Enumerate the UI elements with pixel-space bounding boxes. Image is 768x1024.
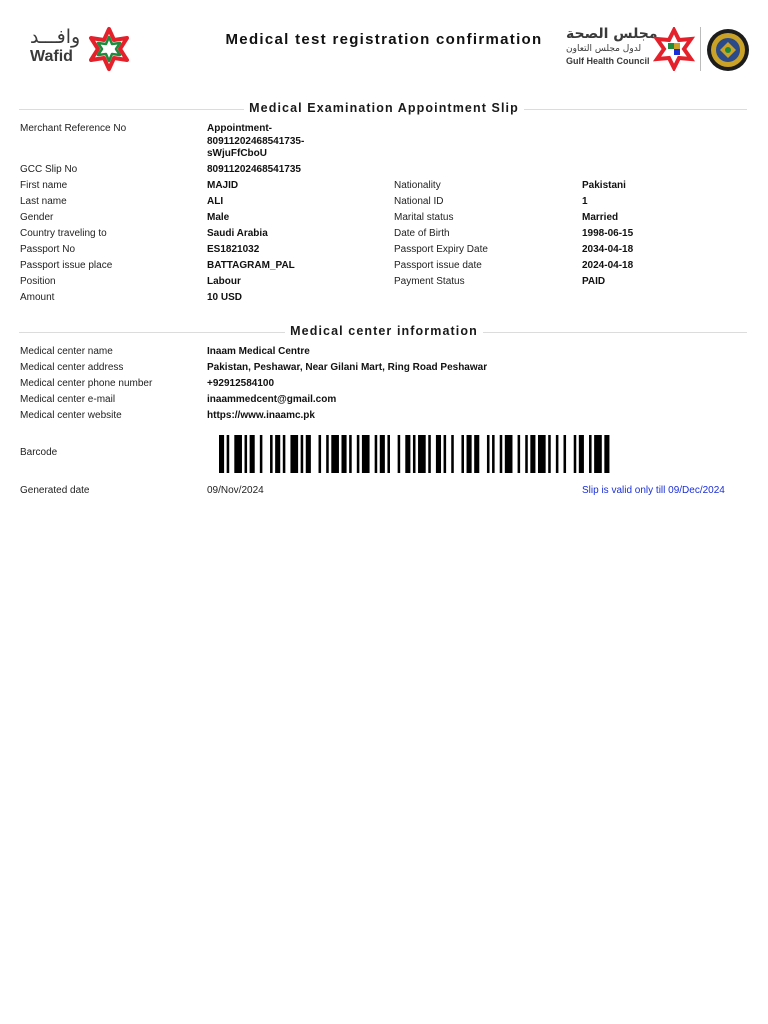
barcode-bar: [275, 435, 280, 473]
passport-no-label: Passport No: [20, 244, 76, 255]
center-email-label: Medical center e-mail: [20, 394, 116, 405]
country-value: Saudi Arabia: [207, 228, 268, 239]
ghc-logo-arabic-line2: لدول مجلس التعاون: [566, 44, 642, 54]
center-website-label: Medical center website: [20, 410, 122, 421]
barcode-bar: [556, 435, 559, 473]
barcode-bar: [589, 435, 592, 473]
center-name-label: Medical center name: [20, 346, 113, 357]
barcode-bar: [418, 435, 426, 473]
barcode-bar: [444, 435, 447, 473]
first-name-label: First name: [20, 180, 68, 191]
merchant-ref-value-line2: 80911202468541735-: [207, 136, 305, 147]
passport-expiry-value: 2034-04-18: [582, 244, 634, 255]
barcode-bar: [492, 435, 495, 473]
barcode-bar: [505, 435, 513, 473]
barcode-bar: [380, 435, 385, 473]
gender-label: Gender: [20, 212, 54, 223]
merchant-ref-label: Merchant Reference No: [20, 123, 127, 134]
center-phone-label: Medical center phone number: [20, 378, 153, 389]
barcode-bar: [331, 435, 339, 473]
barcode-bar: [306, 435, 311, 473]
barcode-bar: [467, 435, 472, 473]
page-title: Medical test registration confirmation: [225, 31, 543, 48]
barcode-label: Barcode: [20, 447, 58, 458]
marital-status-label: Marital status: [394, 212, 454, 223]
barcode-bar: [375, 435, 378, 473]
center-name-value: Inaam Medical Centre: [207, 346, 310, 357]
barcode-bar: [301, 435, 304, 473]
gcc-emblem-seal-icon: [706, 28, 750, 72]
barcode-bar: [341, 435, 346, 473]
logo-divider: [700, 27, 701, 71]
barcode-image: [219, 435, 612, 473]
ghc-star-logo-icon: [652, 27, 696, 71]
center-address-value: Pakistan, Peshawar, Near Gilani Mart, Ring Road Peshawar: [207, 362, 488, 373]
barcode-bar: [219, 435, 224, 473]
barcode-bar: [387, 435, 390, 473]
gender-value: Male: [207, 212, 230, 223]
position-label: Position: [20, 276, 56, 287]
nationality-label: Nationality: [394, 180, 441, 191]
barcode-bar: [362, 435, 370, 473]
center-website-link[interactable]: https://www.inaamc.pk: [207, 410, 315, 421]
barcode-bar: [428, 435, 431, 473]
barcode-bar: [436, 435, 441, 473]
barcode-bar: [234, 435, 242, 473]
last-name-value: ALI: [207, 196, 224, 207]
medical-center-section-title: Medical center information: [0, 324, 768, 338]
center-email-value: inaammedcent@gmail.com: [207, 394, 337, 405]
barcode-bar: [594, 435, 602, 473]
amount-value: 10 USD: [207, 292, 243, 303]
barcode-bar: [518, 435, 521, 473]
barcode-bar: [530, 435, 535, 473]
barcode-bar: [357, 435, 360, 473]
barcode-bar: [579, 435, 584, 473]
barcode-bar: [319, 435, 322, 473]
ghc-logo-arabic-line1: مجلس الصحة: [566, 26, 658, 42]
center-address-label: Medical center address: [20, 362, 124, 373]
barcode-bar: [250, 435, 255, 473]
barcode-bar: [227, 435, 230, 473]
dob-label: Date of Birth: [394, 228, 450, 239]
passport-place-label: Passport issue place: [20, 260, 113, 271]
marital-status-value: Married: [582, 212, 619, 223]
first-name-value: MAJID: [207, 180, 239, 191]
validity-notice: Slip is valid only till 09/Dec/2024: [582, 485, 725, 496]
barcode-bar: [461, 435, 464, 473]
barcode-bar: [405, 435, 410, 473]
appointment-section-title: Medical Examination Appointment Slip: [0, 101, 768, 115]
center-phone-value: +92912584100: [207, 378, 275, 389]
passport-issue-date-value: 2024-04-18: [582, 260, 634, 271]
merchant-ref-value-line3: sWjuFfCboU: [207, 148, 267, 159]
barcode-bar: [270, 435, 273, 473]
barcode-bar: [398, 435, 401, 473]
generated-date-label: Generated date: [20, 485, 90, 496]
passport-expiry-label: Passport Expiry Date: [394, 244, 488, 255]
barcode-bar: [538, 435, 546, 473]
barcode-bar: [326, 435, 329, 473]
barcode-bar: [604, 435, 609, 473]
last-name-label: Last name: [20, 196, 67, 207]
passport-place-value: BATTAGRAM_PAL: [207, 260, 295, 271]
wafid-logo-text: Wafid: [30, 48, 73, 65]
payment-status-value: PAID: [582, 276, 606, 287]
national-id-value: 1: [582, 196, 588, 207]
gcc-slip-label: GCC Slip No: [20, 164, 78, 175]
barcode-bar: [260, 435, 263, 473]
barcode-bar: [500, 435, 503, 473]
passport-no-value: ES1821032: [207, 244, 260, 255]
wafid-logo-arabic: وافـــد: [30, 26, 81, 48]
payment-status-label: Payment Status: [394, 276, 465, 287]
national-id-label: National ID: [394, 196, 444, 207]
barcode-bar: [245, 435, 248, 473]
gcc-slip-value: 80911202468541735: [207, 164, 301, 175]
passport-issue-date-label: Passport issue date: [394, 260, 482, 271]
barcode-bar: [548, 435, 551, 473]
amount-label: Amount: [20, 292, 55, 303]
barcode-bar: [487, 435, 490, 473]
nationality-value: Pakistani: [582, 180, 626, 191]
barcode-bar: [525, 435, 528, 473]
dob-value: 1998-06-15: [582, 228, 634, 239]
barcode-bar: [564, 435, 567, 473]
barcode-bar: [290, 435, 298, 473]
barcode-bar: [574, 435, 577, 473]
ghc-logo-text: Gulf Health Council: [566, 56, 650, 66]
country-label: Country traveling to: [20, 228, 107, 239]
barcode-bar: [474, 435, 479, 473]
barcode-bar: [283, 435, 286, 473]
barcode-bar: [349, 435, 352, 473]
barcode-bar: [413, 435, 416, 473]
barcode-bar: [451, 435, 454, 473]
merchant-ref-value-line1: Appointment-: [207, 123, 272, 134]
generated-date-value: 09/Nov/2024: [207, 485, 264, 496]
position-value: Labour: [207, 276, 241, 287]
